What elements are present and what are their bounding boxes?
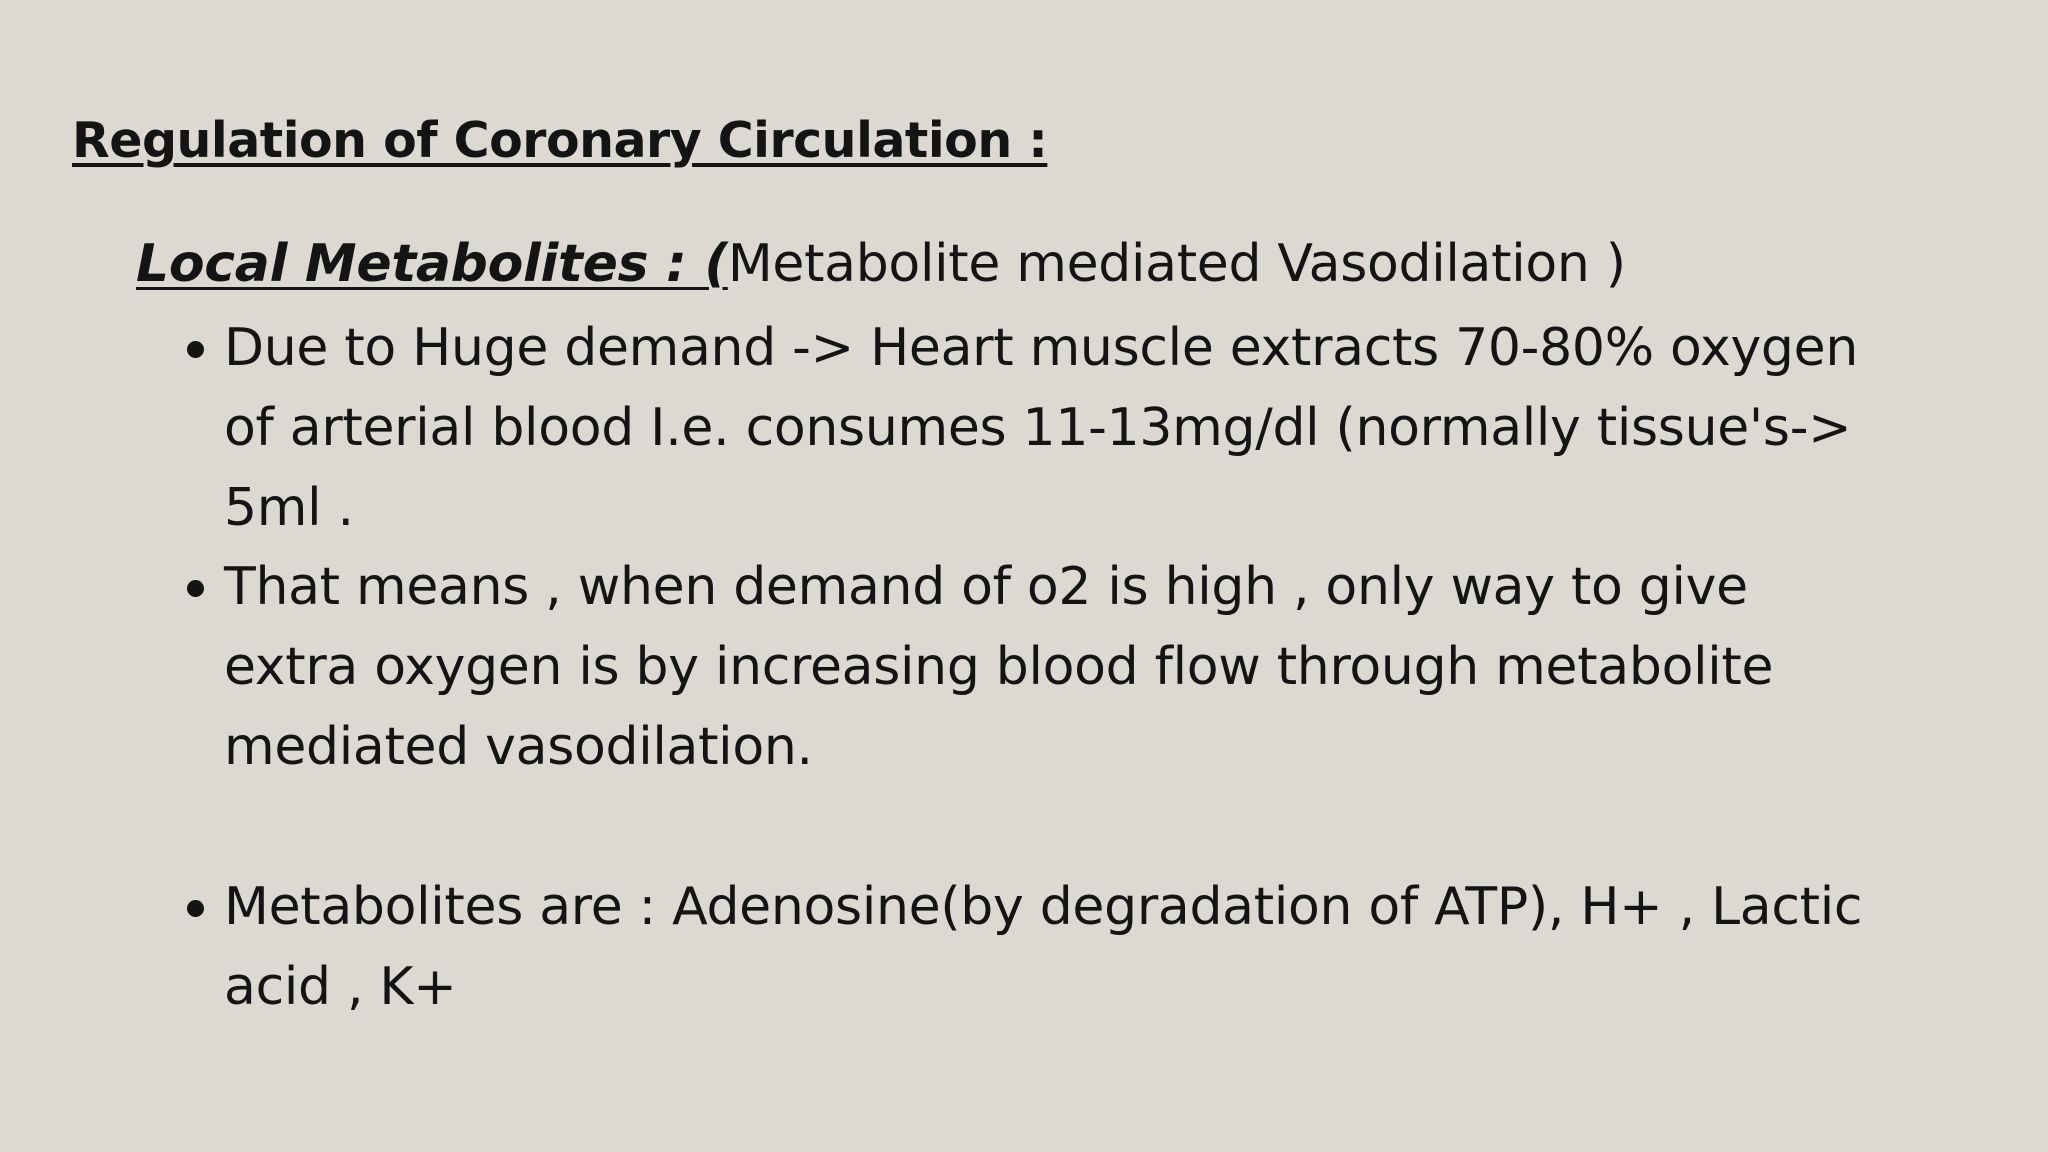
subheading [136,234,1626,294]
subheading-label: Local Metabolites : ( [136,234,728,294]
bullet-dot-icon [187,341,204,358]
subheading-text: Metabolite mediated Vasodilation ) [727,234,1626,294]
bullet-dot-icon [187,580,204,597]
bullet-item [224,547,1884,787]
slide-title: Regulation of Coronary Circulation : [72,112,1048,169]
bullet-dot-icon [187,900,204,917]
bullet-item [224,308,1884,548]
bullet-text: That means , when demand of o2 is high , only way to give extra oxygen is by increasing blood flow through metabolite mediated vasodilation. [224,557,1774,777]
bullet-text: Metabolites are : Adenosine(by degradation of ATP), H+ , Lactic acid , K+ [224,877,1863,1017]
bullet-item [224,867,1884,1027]
bullet-text: Due to Huge demand -> Heart muscle extracts 70-80% oxygen of arterial blood I.e. consumes 11-13mg/dl (normally tissue's-> 5ml . [224,318,1858,538]
